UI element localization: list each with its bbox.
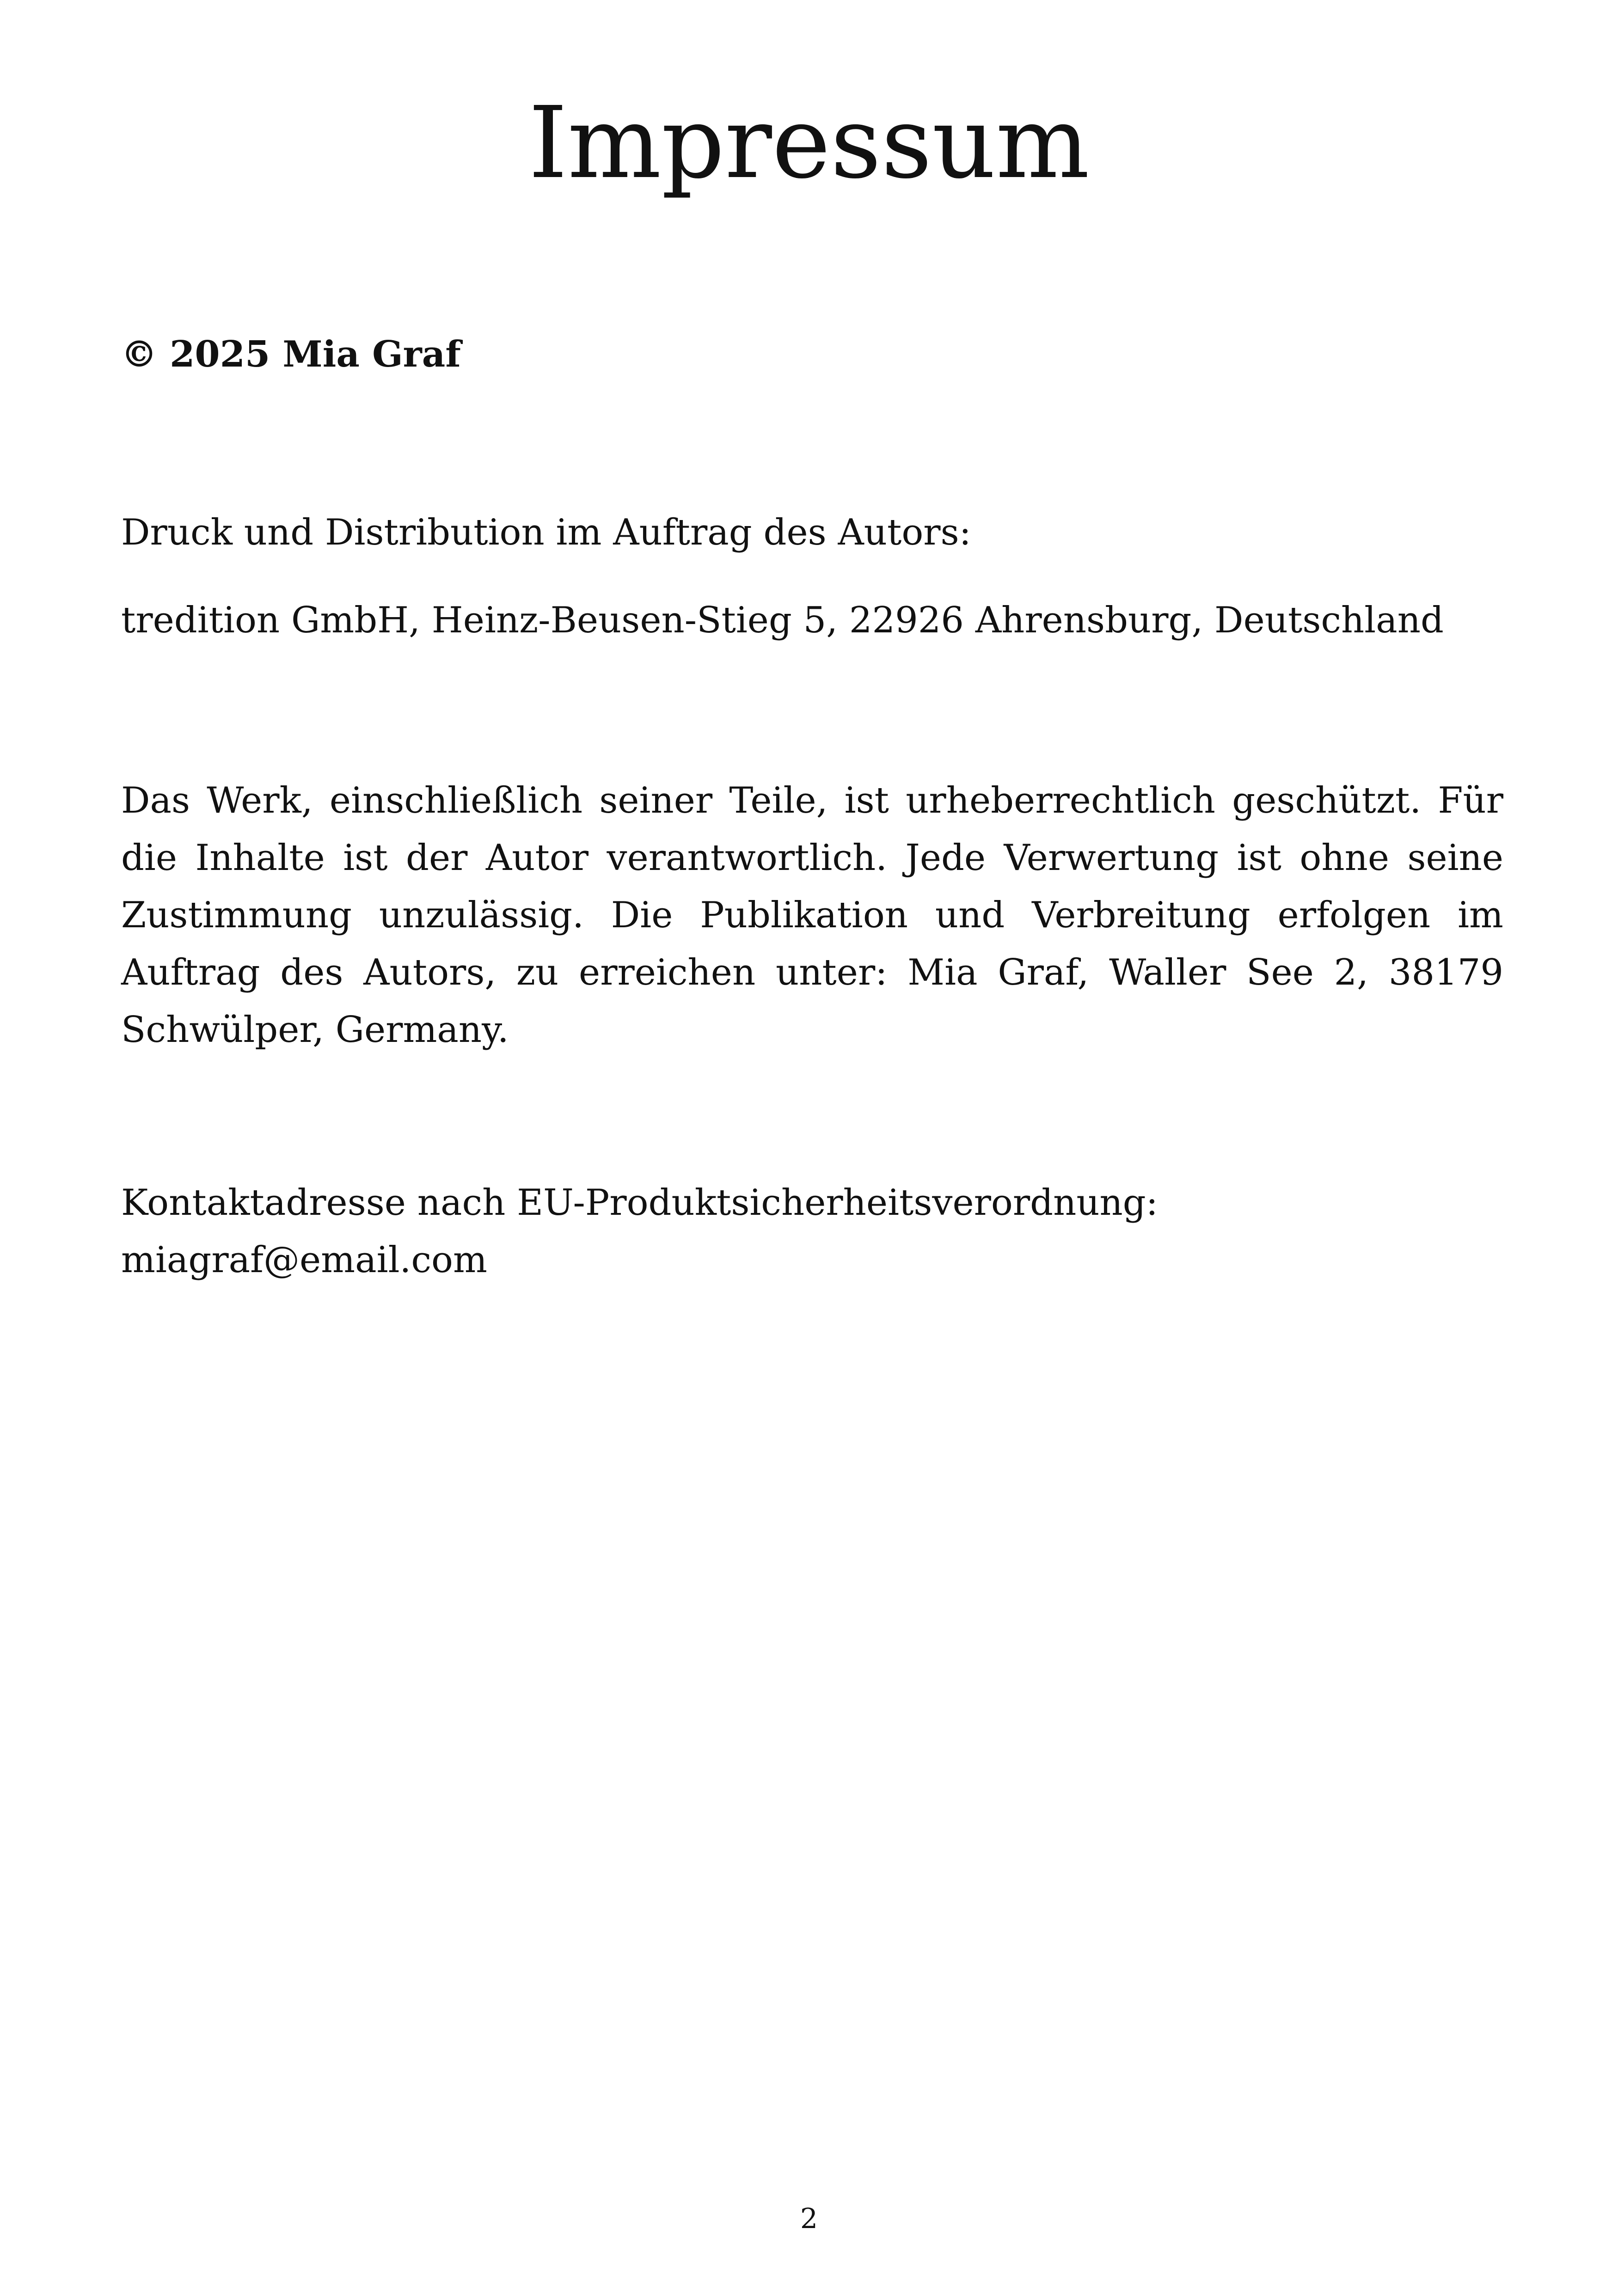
contact-email: miagraf@email.com	[121, 1239, 487, 1281]
page-title: Impressum	[528, 86, 1090, 201]
page-number: 2	[800, 2203, 818, 2235]
contact-label: Kontaktadresse nach EU-Produktsicherheitsverordnung:	[121, 1182, 1158, 1224]
printer-intro: Druck und Distribution im Auftrag des Autors:	[121, 512, 971, 553]
legal-notice: Das Werk, einschließlich seiner Teile, ist urheberrechtlich geschützt. Für die Inhalte ist der Autor verantwortlich. Jede Verwertung ist ohne seine Zustimmung unzulässig. Die Publikation und Verbreitung erfolgen im Auftrag des Autors, zu erreichen unter: Mia Graf, Waller See 2, 38179 Schwülper, Germany.	[121, 780, 1503, 1051]
printer-address: tredition GmbH, Heinz-Beusen-Stieg 5, 22926 Ahrensburg, Deutschland	[121, 600, 1444, 641]
copyright-notice: © 2025 Mia Graf	[121, 333, 461, 375]
